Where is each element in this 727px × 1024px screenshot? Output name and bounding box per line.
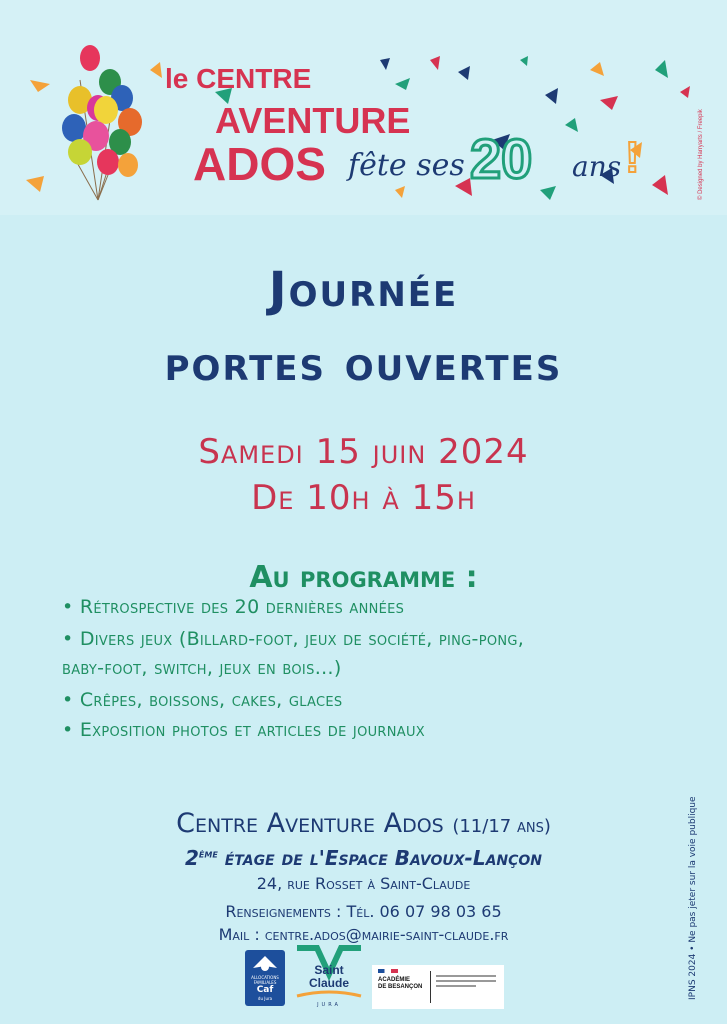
floor-number: 2: [184, 846, 199, 870]
banner-number: 20: [470, 127, 533, 190]
saint-claude-text-1: Saint: [314, 963, 344, 977]
banner-line1: le CENTRE: [165, 63, 312, 94]
saint-claude-text-3: JURA: [317, 1002, 341, 1008]
academie-text-1: ACADÉMIE: [378, 977, 411, 983]
address-street: 24, rue Rosset à Saint-Claude: [256, 874, 471, 893]
programme-heading: Au programme :: [249, 560, 478, 595]
address-floor: [0, 846, 727, 870]
programme-item: baby-foot, switch, jeux en bois…): [62, 657, 342, 679]
banner-line2: AVENTURE: [215, 100, 411, 141]
french-flag-icon: [378, 969, 398, 973]
banner-credit: © Designed by Harryarts / Freepik: [698, 109, 704, 200]
phone-info: Renseignements : Tél. 06 07 98 03 65: [225, 902, 502, 921]
center-ages: (11/17 ans): [452, 816, 551, 837]
caf-logo: [245, 950, 285, 1006]
title-line1: Journée: [268, 262, 459, 318]
programme-item: • Crêpes, boissons, cakes, glaces: [62, 689, 343, 711]
title-line2: portes ouvertes: [164, 336, 563, 392]
caf-text-4: du Jura: [257, 996, 273, 1001]
banner-ans: ans: [572, 150, 622, 183]
programme-item: • Exposition photos et articles de journaux: [62, 719, 425, 741]
programme-item: • Divers jeux (Billard-foot, jeux de société, ping-pong,: [62, 628, 525, 650]
caf-text-3: Caf: [256, 985, 274, 995]
side-note: IPNS 2024 • Ne pas jeter sur la voie publique: [688, 796, 698, 1000]
caf-text-1: ALLOCATIONS: [251, 975, 279, 980]
floor-suffix: ème: [198, 847, 218, 861]
floor-rest: étage de l'Espace Bavoux-Lançon: [217, 846, 543, 870]
saint-claude-text-2: Claude: [308, 976, 349, 990]
time-line: De 10h à 15h: [251, 478, 476, 518]
banner: [0, 0, 727, 215]
date-line: Samedi 15 juin 2024: [198, 432, 529, 472]
exclamation-mark: !: [625, 133, 640, 182]
saint-claude-logo: [293, 944, 365, 1010]
academie-text-2: DE BESANÇON: [378, 984, 423, 990]
caf-text-2: FAMILIALES: [253, 980, 277, 985]
banner-line3: ADOS: [193, 138, 326, 190]
center-title: Centre Aventure Ados: [176, 808, 444, 839]
center-name: [0, 808, 727, 839]
banner-fete: fête ses: [348, 148, 465, 183]
programme-item: • Rétrospective des 20 dernières années: [62, 596, 405, 618]
mail-info: Mail : centre.ados@mairie-saint-claude.fr: [218, 925, 509, 944]
academie-logo: [372, 965, 504, 1009]
